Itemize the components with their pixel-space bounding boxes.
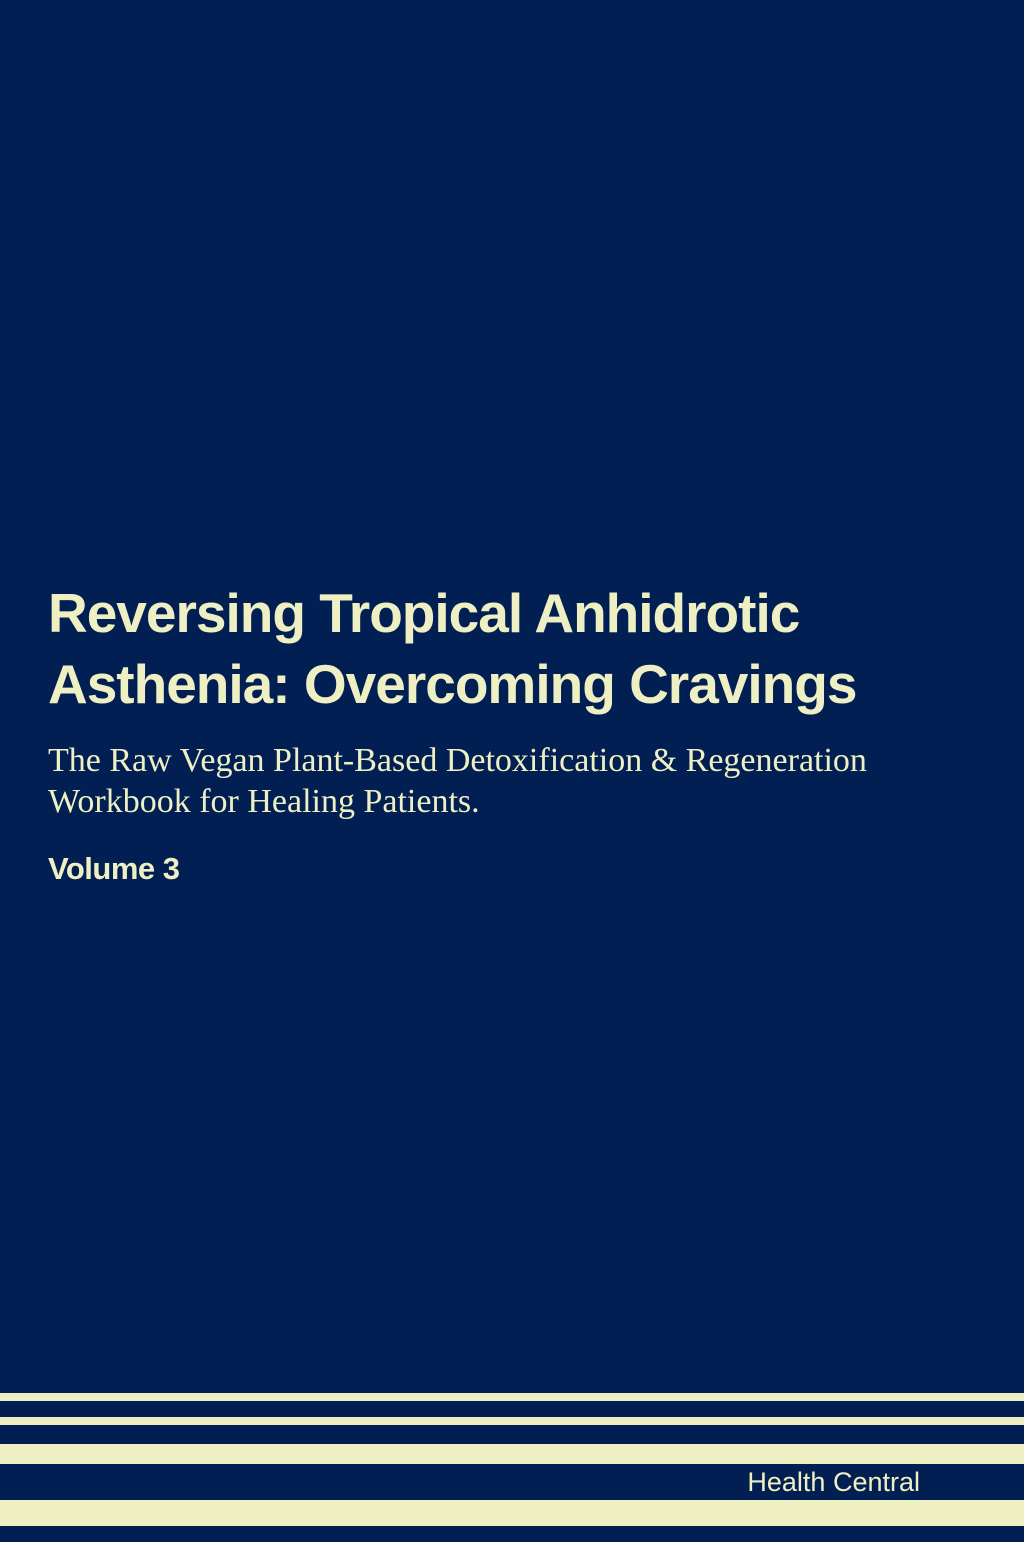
book-subtitle: [48, 740, 968, 822]
book-title-line-2: Asthenia: Overcoming Cravings: [48, 653, 857, 715]
footer-stripe-thin-1: [0, 1393, 1024, 1401]
book-subtitle-line-1: The Raw Vegan Plant-Based Detoxification & Regeneration: [48, 742, 867, 779]
footer-stripe-wide: [0, 1500, 1024, 1526]
footer-stripe-thin-2: [0, 1417, 1024, 1425]
footer-stripe-medium: [0, 1444, 1024, 1464]
volume-label: Volume 3: [48, 851, 180, 886]
footer-gap-2: [0, 1425, 1024, 1444]
book-title: [48, 578, 988, 720]
book-subtitle-line-2: Workbook for Healing Patients.: [48, 783, 480, 820]
book-title-line-1: Reversing Tropical Anhidrotic: [48, 582, 800, 644]
publisher-name: Health Central: [747, 1467, 920, 1497]
publisher-band: [0, 1464, 1024, 1500]
footer-gap-1: [0, 1401, 1024, 1417]
footer-gap-bottom: [0, 1526, 1024, 1542]
footer-stripes: [0, 1393, 1024, 1542]
